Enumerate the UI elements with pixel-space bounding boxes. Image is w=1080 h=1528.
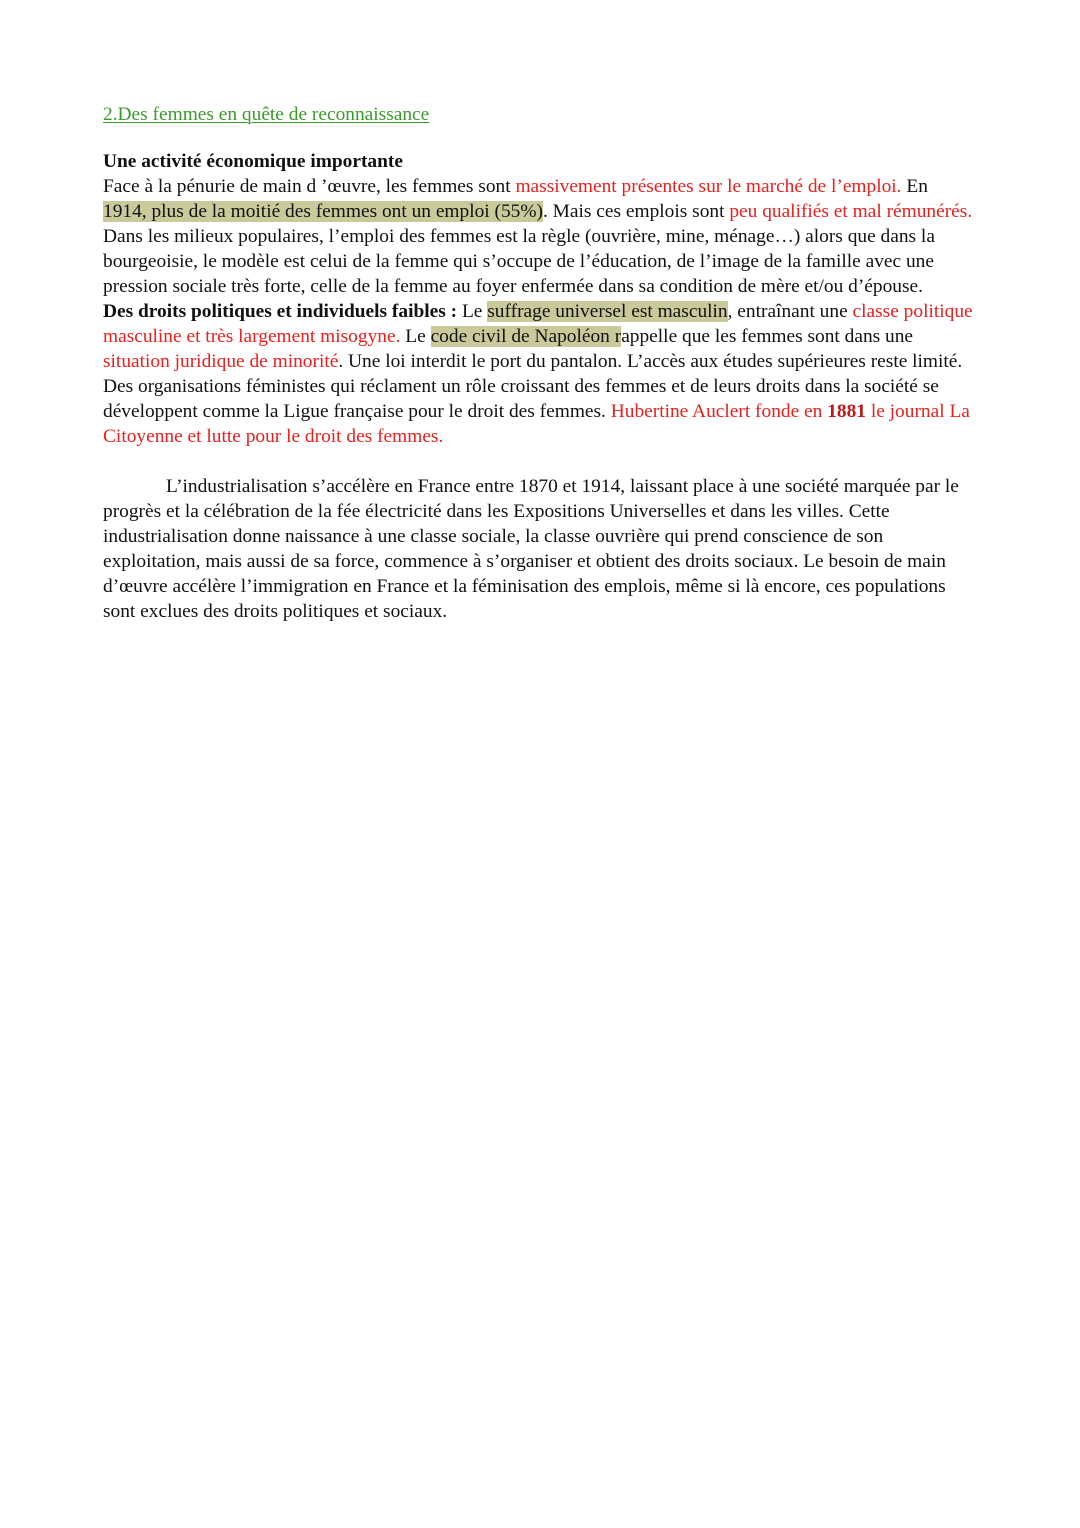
text-segment: appelle que les femmes sont dans une: [621, 326, 914, 347]
economic-activity-heading: Une activité économique importante: [103, 151, 403, 172]
text-segment: . Une loi interdit le port du pantalon. L’accès aux études supérieures reste limité. Des organisations féministes qui réclament un rôle croissant des femmes et de leurs droits dans la société se développent comme la Ligue française pour le droit des femmes.: [103, 351, 963, 422]
red-emphasis: massivement présentes sur le marché de l’emploi.: [515, 176, 902, 197]
economic-activity-paragraph: [103, 149, 975, 299]
text-segment: . Mais ces emplois sont: [542, 201, 730, 222]
red-emphasis: situation juridique de minorité: [103, 351, 339, 372]
red-emphasis: classe politique masculine et très largement misogyne.: [103, 301, 973, 347]
section-title: 2.Des femmes en quête de reconnaissance: [103, 104, 430, 125]
text-segment: Dans les milieux populaires, l’emploi des femmes est la règle (ouvrière, mine, ménage…) alors que dans la bourgeoisie, le modèle est celui de la femme qui s’occupe de l’éducation, de l’image de la famille avec une pression sociale très forte, celle de la femme au foyer enfermée dans sa condition de mère et/ou d’épouse.: [103, 226, 935, 297]
text-segment: Le: [400, 326, 431, 347]
text-segment: , entraînant une: [727, 301, 853, 322]
red-emphasis: peu qualifiés et mal rémunérés.: [729, 201, 973, 222]
document-page: [103, 102, 975, 624]
red-emphasis: Hubertine Auclert fonde en: [610, 401, 828, 422]
highlighted-text: code civil de Napoléon r: [430, 326, 622, 347]
bold-year: 1881: [827, 401, 866, 422]
red-emphasis: le journal La Citoyenne et lutte pour le droit des femmes.: [103, 401, 970, 447]
paragraph-spacer: [103, 449, 975, 474]
political-rights-paragraph: [103, 299, 975, 449]
conclusion-paragraph: L’industrialisation s’accélère en France entre 1870 et 1914, laissant place à une société marquée par le progrès et la célébration de la fée électricité dans les Expositions Universelles et dans les villes. Cette industrialisation donne naissance à une classe sociale, la classe ouvrière qui prend conscience de son exploitation, mais aussi de sa force, commence à s’organiser et obtient des droits sociaux. Le besoin de main d’œuvre accélère l’immigration en France et la féminisation des emplois, même si là encore, ces populations sont exclues des droits politiques et sociaux.: [103, 476, 959, 622]
text-segment: Face à la pénurie de main d ’œuvre, les femmes sont: [103, 176, 516, 197]
highlighted-text: 1914, plus de la moitié des femmes ont un emploi (55%): [103, 201, 543, 222]
political-rights-heading: Des droits politiques et individuels faibles :: [103, 301, 458, 322]
text-segment: En: [901, 176, 928, 197]
highlighted-text: suffrage universel est masculin: [487, 301, 728, 322]
text-segment: Le: [457, 301, 488, 322]
